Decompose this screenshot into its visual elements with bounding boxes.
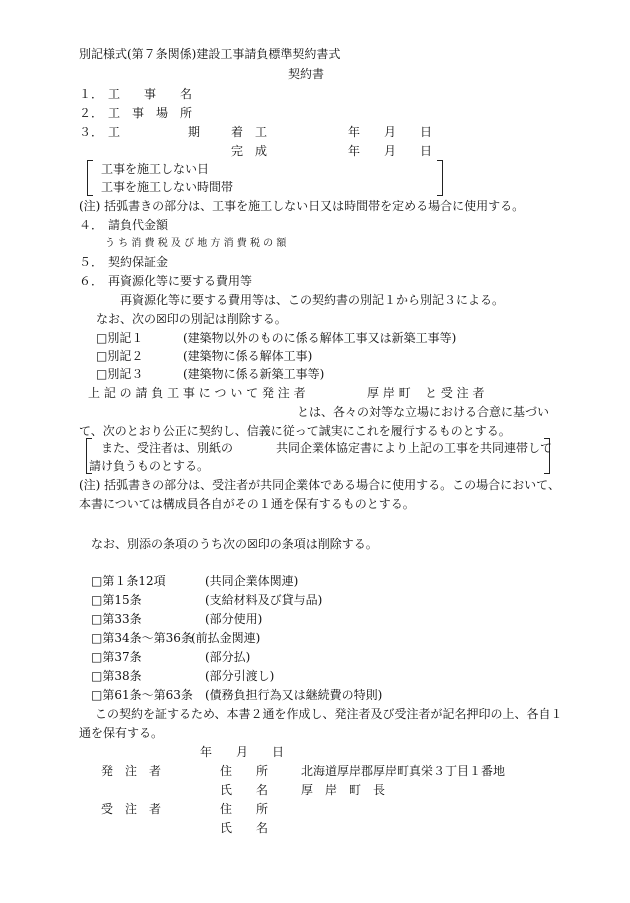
bracket-left bbox=[87, 160, 93, 196]
clause-3-desc: (部分使用) bbox=[205, 612, 263, 626]
clause-5-desc: (部分払) bbox=[205, 650, 251, 664]
item-4-sub: う ち 消 費 税 及 び 地 方 消 費 税 の 額 bbox=[105, 238, 287, 249]
deletion-note: なお、別添の条項のうち次の☒印の条項は削除する。 bbox=[91, 537, 378, 551]
item-3-number: ３． bbox=[79, 125, 104, 139]
signature-date: 年 月 日 bbox=[200, 745, 285, 759]
orderer-label: 発 注 者 bbox=[101, 764, 162, 778]
bracket-line-2: 工事を施工しない時間帯 bbox=[101, 180, 234, 194]
clause-2-desc: (支給材料及び貸与品) bbox=[205, 593, 323, 607]
contractor-address-label: 住 所 bbox=[220, 802, 269, 816]
clause-4-desc: (前払金関連) bbox=[191, 631, 261, 645]
item-3-label-a: 工 bbox=[108, 125, 121, 139]
item-6-line-2: なお、次の☒印の別記は削除する。 bbox=[96, 312, 287, 326]
item-4-label: 請負代金額 bbox=[108, 218, 169, 232]
item-2-label: 工 事 場 所 bbox=[108, 106, 193, 120]
clause-6-desc: (部分引渡し) bbox=[205, 669, 275, 683]
annex-3-checkbox: □別記３ bbox=[96, 367, 144, 381]
note-2-line-2: 本書については構成員各自がその１通を保有するものとする。 bbox=[79, 497, 415, 511]
clause-1-desc: (共同企業体関連) bbox=[205, 574, 299, 588]
jv-clause-a: また、受注者は、別紙の bbox=[101, 441, 234, 455]
contractor-label: 受 注 者 bbox=[101, 802, 162, 816]
form-title: 別記様式(第７条関係)建設工事請負標準契約書式 bbox=[79, 47, 341, 61]
annex-3-desc: (建築物に係る新築工事等) bbox=[183, 367, 325, 381]
item-1-label: 工 事 名 bbox=[108, 87, 193, 101]
bracket-right bbox=[437, 160, 443, 196]
item-3-start-label: 着 工 bbox=[231, 125, 268, 139]
contract-para-1a: 上 記 の 請 負 工 事 に つ い て 発 注 者 bbox=[88, 386, 306, 400]
clause-5-checkbox: □第37条 bbox=[91, 650, 142, 664]
contract-para-1-line-3: て、次のとおり公正に契約し、信義に従って誠実にこれを履行するものとする。 bbox=[79, 424, 511, 438]
clause-1-checkbox: □第１条12項 bbox=[91, 574, 166, 588]
item-5-number: ５． bbox=[79, 255, 104, 269]
clause-6-checkbox: □第38条 bbox=[91, 669, 142, 683]
item-2-number: ２． bbox=[79, 106, 104, 120]
bracket-line-1: 工事を施工しない日 bbox=[101, 162, 210, 176]
item-3-label-b: 期 bbox=[188, 125, 201, 139]
annex-1-checkbox: □別記１ bbox=[96, 331, 144, 345]
orderer-name: 厚 岸 町 長 bbox=[301, 783, 386, 797]
jv-clause-line-2: 請け負うものとする。 bbox=[89, 459, 210, 473]
annex-2-desc: (建築物に係る解体工事) bbox=[183, 349, 313, 363]
item-5-label: 契約保証金 bbox=[108, 255, 169, 269]
item-3-end-label: 完 成 bbox=[231, 144, 268, 158]
contractor-name-label: 氏 名 bbox=[220, 821, 269, 835]
contract-para-1c: と 受 注 者 bbox=[425, 386, 485, 400]
item-1-number: １． bbox=[79, 87, 104, 101]
clause-4-checkbox: □第34条～第36条 bbox=[91, 631, 193, 645]
item-3-start-date: 年 月 日 bbox=[348, 125, 433, 139]
attestation-line-1: この契約を証するため、本書２通を作成し、発注者及び受注者が記名押印の上、各自１ bbox=[95, 707, 563, 721]
orderer-name-label: 氏 名 bbox=[220, 783, 269, 797]
note-1: (注) 括弧書きの部分は、工事を施工しない日又は時間帯を定める場合に使用する。 bbox=[79, 199, 525, 213]
contract-para-1-line-2: とは、各々の対等な立場における合意に基づい bbox=[297, 405, 550, 419]
jv-clause-b: 共同企業体協定書により上記の工事を共同連帯して bbox=[276, 441, 553, 455]
item-6-line-1: 再資源化等に要する費用等は、この契約書の別記１から別記３による。 bbox=[120, 293, 505, 307]
annex-2-checkbox: □別記２ bbox=[96, 349, 144, 363]
document-title: 契約書 bbox=[288, 67, 325, 81]
contract-para-1b: 厚 岸 町 bbox=[367, 386, 411, 400]
item-3-end-date: 年 月 日 bbox=[348, 144, 433, 158]
clause-7-checkbox: □第61条～第63条 bbox=[91, 688, 193, 702]
item-4-number: ４． bbox=[79, 218, 104, 232]
clause-3-checkbox: □第33条 bbox=[91, 612, 142, 626]
orderer-address: 北海道厚岸郡厚岸町真栄３丁目１番地 bbox=[301, 764, 506, 778]
item-6-label: 再資源化等に要する費用等 bbox=[108, 274, 253, 288]
clause-7-desc: (債務負担行為又は継続費の特則) bbox=[205, 688, 383, 702]
annex-1-desc: (建築物以外のものに係る解体工事又は新築工事等) bbox=[183, 331, 457, 345]
attestation-line-2: 通を保有する。 bbox=[79, 726, 164, 740]
orderer-address-label: 住 所 bbox=[220, 764, 269, 778]
note-2-line-1: (注) 括弧書きの部分は、受注者が共同企業体である場合に使用する。この場合において、 bbox=[79, 478, 560, 492]
item-6-number: ６． bbox=[79, 274, 104, 288]
clause-2-checkbox: □第15条 bbox=[91, 593, 142, 607]
